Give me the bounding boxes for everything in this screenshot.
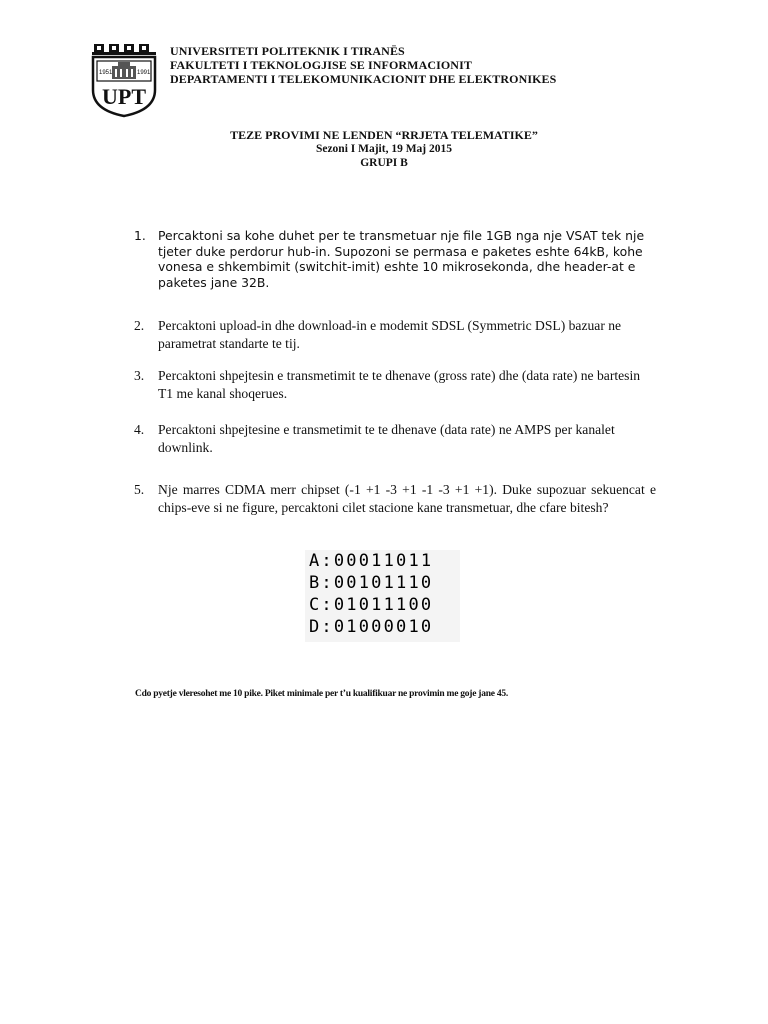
chip-sequence-row [305,572,460,594]
question-number: 5. [134,482,145,497]
grading-note: Cdo pyetje vleresohet me 10 pike. Piket minimale per t’u kualifikuar ne provimin me goje jane 45. [135,689,508,699]
question-number: 2. [134,318,145,333]
question-text: Percaktoni shpejtesin e transmetimit te te dhenave (gross rate) dhe (data rate) ne bartesin T1 me kanal shoqerues. [158,368,641,401]
department-name: DEPARTAMENTI I TELEKOMUNIKACIONIT DHE ELEKTRONIKES [170,72,557,86]
university-logo [90,42,160,118]
chip-sequence-row [305,550,460,572]
logo-text: UPT [102,84,146,109]
question-text: Nje marres CDMA merr chipset (-1 +1 -3 +1 -1 -3 +1 +1). Duke supozuar sekuencat e chips-eve si ne figure, percaktoni cilet stacione kane transmetuar, dhe cfare bitesh? [158,482,656,515]
question-text: Percaktoni sa kohe duhet per te transmetuar nje file 1GB nga nje VSAT tek nje tjeter duke perdorur hub-in. Supozoni se permasa e paketes eshte 64kB, kohe vonesa e shkembimit (switchit-imit) eshte 10 mikrosekonda, dhe header-at e paketes jane 32B. [158,228,645,290]
logo-year-left: 1951 [99,70,113,76]
logo-year-right: 1991 [137,70,151,76]
question-4 [134,421,656,457]
question-number: 4. [134,422,145,437]
station-label: B: [309,573,334,593]
chip-bits: 01011100 [333,595,434,615]
question-5 [134,481,656,517]
question-1 [134,228,656,290]
faculty-name: FAKULTETI I TEKNOLOGJISE SE INFORMACIONIT [170,58,472,72]
chip-bits: 01000010 [333,617,434,637]
question-text: Percaktoni shpejtesine e transmetimit te te dhenave (data rate) ne AMPS per kanalet downlink. [158,422,615,455]
question-number: 3. [134,368,145,383]
station-label: A: [309,551,334,571]
chip-sequence-row [305,616,460,638]
chip-sequence-row [305,594,460,616]
exam-header [0,128,768,170]
station-label: D: [309,617,334,637]
chip-bits: 00101110 [333,573,434,593]
question-3 [134,367,656,403]
chip-bits: 00011011 [333,551,434,571]
institution-header [170,44,556,86]
exam-group: GRUPI B [360,157,408,169]
question-number: 1. [134,228,146,243]
university-seal-icon [90,42,160,118]
exam-title: TEZE PROVIMI NE LENDEN “RRJETA TELEMATIKE” [230,128,538,142]
question-text: Percaktoni upload-in dhe download-in e modemit SDSL (Symmetric DSL) bazuar ne parametrat standarte te tij. [158,318,622,351]
university-name: UNIVERSITETI POLITEKNIK I TIRANËS [170,44,405,58]
question-list [134,228,656,517]
exam-session: Sezoni I Majit, 19 Maj 2015 [315,143,453,155]
station-label: C: [309,595,334,615]
chip-sequence-figure [305,550,460,642]
question-2 [134,317,656,353]
